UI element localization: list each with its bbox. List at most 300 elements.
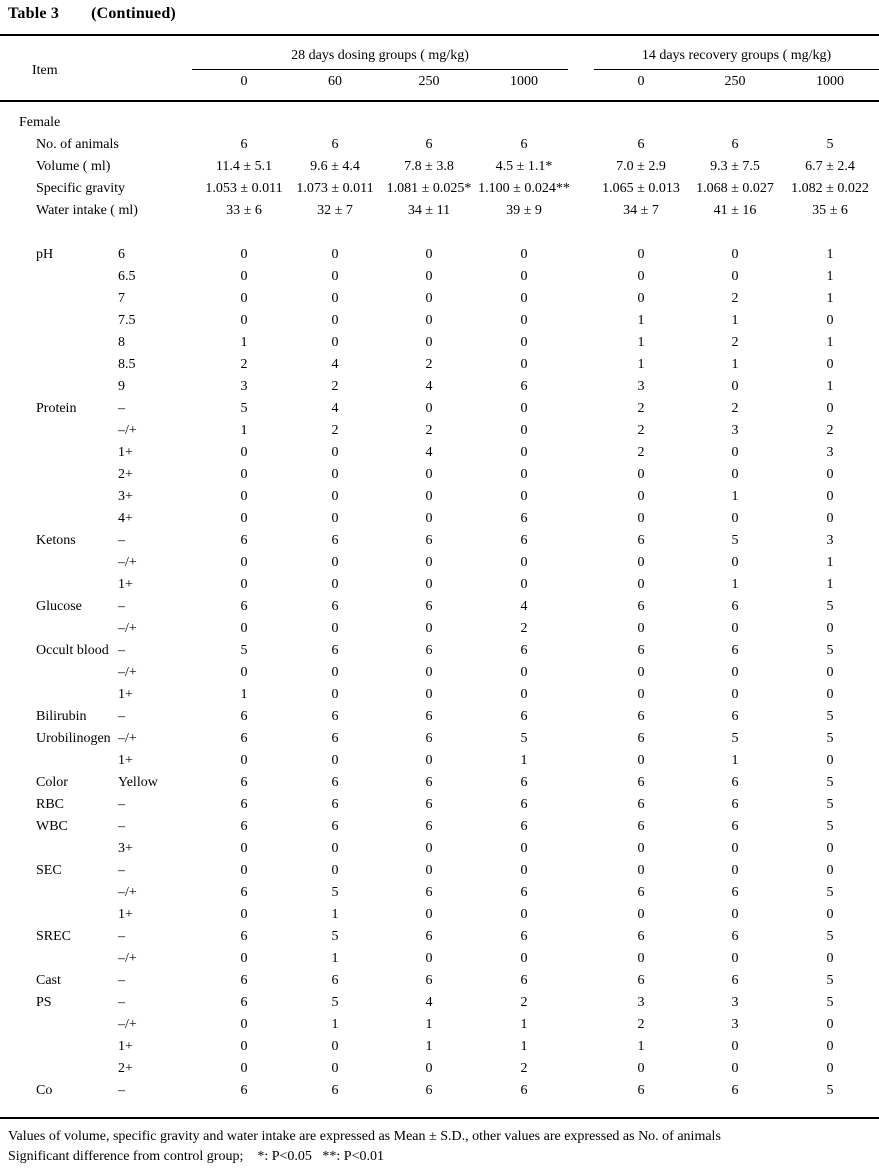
value-cell: 2 <box>637 445 645 460</box>
item-label: Color <box>36 775 68 790</box>
value-cell: 5 <box>826 599 834 614</box>
value-cell: 9.3 ± 7.5 <box>710 159 760 174</box>
table-row <box>0 662 879 684</box>
value-cell: 0 <box>826 907 834 922</box>
qualifier-label: 3+ <box>118 489 133 504</box>
value-cell: 0 <box>637 687 645 702</box>
value-cell: 6 <box>520 137 528 152</box>
value-cell: 6 <box>331 973 339 988</box>
value-cell: 1 <box>826 269 834 284</box>
value-cell: 0 <box>826 665 834 680</box>
value-cell: 0 <box>731 907 739 922</box>
value-cell: 41 ± 16 <box>713 203 757 218</box>
qualifier-label: –/+ <box>118 621 137 636</box>
qualifier-label: 9 <box>118 379 125 394</box>
value-cell: 0 <box>731 1039 739 1054</box>
value-cell: 0 <box>731 555 739 570</box>
value-cell: 0 <box>331 665 339 680</box>
value-cell: 0 <box>331 291 339 306</box>
value-cell: 0 <box>240 863 248 878</box>
value-cell: 0 <box>731 467 739 482</box>
qualifier-label: 1+ <box>118 577 133 592</box>
value-cell: 0 <box>637 291 645 306</box>
value-cell: 0 <box>826 841 834 856</box>
value-cell: 0 <box>637 269 645 284</box>
value-cell: 0 <box>826 753 834 768</box>
value-cell: 0 <box>731 511 739 526</box>
value-cell: 2 <box>425 423 433 438</box>
value-cell: 3 <box>826 533 834 548</box>
value-cell: 6 <box>731 929 739 944</box>
table-row <box>0 464 879 486</box>
value-cell: 6 <box>731 599 739 614</box>
table-row <box>0 794 879 816</box>
item-label: SEC <box>36 863 62 878</box>
value-cell: 6 <box>331 797 339 812</box>
value-cell: 2 <box>637 1017 645 1032</box>
value-cell: 6 <box>425 775 433 790</box>
value-cell: 6 <box>637 533 645 548</box>
value-cell: 6 <box>425 797 433 812</box>
value-cell: 2 <box>826 423 834 438</box>
table-row <box>0 926 879 948</box>
table-row <box>0 134 879 156</box>
item-label: RBC <box>36 797 65 812</box>
value-cell: 0 <box>240 577 248 592</box>
qualifier-label: Yellow <box>118 775 158 790</box>
value-cell: 6 <box>637 599 645 614</box>
qualifier-label: – <box>118 929 125 944</box>
table-row <box>0 640 879 662</box>
value-cell: 0 <box>240 1039 248 1054</box>
value-cell: 0 <box>731 379 739 394</box>
table-row <box>0 398 879 420</box>
value-cell: 0 <box>240 753 248 768</box>
value-cell: 6 <box>425 885 433 900</box>
value-cell: 6 <box>425 533 433 548</box>
item-label: Water intake ( ml) <box>36 203 138 218</box>
value-cell: 1 <box>826 291 834 306</box>
value-cell: 1 <box>826 577 834 592</box>
value-cell: 6 <box>425 973 433 988</box>
value-cell: 5 <box>826 775 834 790</box>
value-cell: 0 <box>520 467 528 482</box>
table-row <box>0 992 879 1014</box>
value-cell: 5 <box>826 797 834 812</box>
qualifier-label: 7.5 <box>118 313 136 328</box>
value-cell: 9.6 ± 4.4 <box>310 159 360 174</box>
value-cell: 4 <box>331 357 339 372</box>
qualifier-label: –/+ <box>118 665 137 680</box>
item-label: Glucose <box>36 599 82 614</box>
qualifier-label: – <box>118 973 125 988</box>
qualifier-label: –/+ <box>118 885 137 900</box>
value-cell: 0 <box>637 841 645 856</box>
value-cell: 1 <box>731 577 739 592</box>
value-cell: 1 <box>731 313 739 328</box>
value-cell: 1 <box>637 1039 645 1054</box>
spacer-row <box>0 222 879 244</box>
table-row <box>0 288 879 310</box>
qualifier-label: – <box>118 709 125 724</box>
value-cell: 1 <box>731 753 739 768</box>
section-row <box>0 112 879 134</box>
value-cell: 0 <box>826 687 834 702</box>
value-cell: 5 <box>826 995 834 1010</box>
table-title-label: Table 3 <box>8 5 60 22</box>
value-cell: 0 <box>425 863 433 878</box>
dose-header: 250 <box>724 74 746 89</box>
value-cell: 0 <box>826 467 834 482</box>
value-cell: 0 <box>637 1061 645 1076</box>
value-cell: 6 <box>731 643 739 658</box>
value-cell: 1 <box>240 335 248 350</box>
value-cell: 0 <box>331 841 339 856</box>
value-cell: 5 <box>331 885 339 900</box>
value-cell: 35 ± 6 <box>812 203 848 218</box>
value-cell: 2 <box>731 335 739 350</box>
value-cell: 6 <box>731 973 739 988</box>
value-cell: 34 ± 7 <box>623 203 659 218</box>
value-cell: 6 <box>731 885 739 900</box>
table-row <box>0 486 879 508</box>
value-cell: 2 <box>520 1061 528 1076</box>
value-cell: 0 <box>240 489 248 504</box>
value-cell: 0 <box>826 863 834 878</box>
value-cell: 6 <box>331 599 339 614</box>
value-cell: 0 <box>240 907 248 922</box>
value-cell: 6 <box>240 533 248 548</box>
value-cell: 0 <box>425 269 433 284</box>
qualifier-label: 4+ <box>118 511 133 526</box>
value-cell: 0 <box>240 621 248 636</box>
table-row <box>0 970 879 992</box>
value-cell: 0 <box>520 489 528 504</box>
value-cell: 5 <box>240 401 248 416</box>
qualifier-label: 2+ <box>118 467 133 482</box>
value-cell: 6 <box>520 929 528 944</box>
value-cell: 0 <box>520 841 528 856</box>
table-row <box>0 816 879 838</box>
value-cell: 0 <box>826 951 834 966</box>
value-cell: 6 <box>425 643 433 658</box>
value-cell: 1.082 ± 0.022 <box>791 181 869 196</box>
value-cell: 1 <box>240 687 248 702</box>
group-header-recovery: 14 days recovery groups ( mg/kg) <box>641 48 832 63</box>
qualifier-label: 1+ <box>118 687 133 702</box>
value-cell: 0 <box>240 511 248 526</box>
value-cell: 0 <box>826 489 834 504</box>
table-row <box>0 596 879 618</box>
value-cell: 0 <box>826 1061 834 1076</box>
value-cell: 5 <box>826 731 834 746</box>
table-row <box>0 244 879 266</box>
value-cell: 6 <box>240 995 248 1010</box>
value-cell: 5 <box>826 819 834 834</box>
value-cell: 0 <box>520 291 528 306</box>
value-cell: 2 <box>520 995 528 1010</box>
value-cell: 5 <box>731 533 739 548</box>
value-cell: 1.073 ± 0.011 <box>296 181 374 196</box>
value-cell: 1 <box>826 247 834 262</box>
value-cell: 0 <box>637 247 645 262</box>
value-cell: 7.8 ± 3.8 <box>404 159 454 174</box>
table-row <box>0 684 879 706</box>
value-cell: 4 <box>425 445 433 460</box>
value-cell: 0 <box>331 577 339 592</box>
value-cell: 0 <box>240 467 248 482</box>
item-label: Bilirubin <box>36 709 87 724</box>
value-cell: 0 <box>240 291 248 306</box>
table-row <box>0 860 879 882</box>
value-cell: 0 <box>331 621 339 636</box>
value-cell: 6 <box>520 775 528 790</box>
qualifier-label: – <box>118 863 125 878</box>
value-cell: 6 <box>520 797 528 812</box>
value-cell: 0 <box>731 269 739 284</box>
value-cell: 0 <box>731 445 739 460</box>
item-label: Co <box>36 1083 53 1098</box>
table-row <box>0 574 879 596</box>
value-cell: 0 <box>240 445 248 460</box>
qualifier-label: 2+ <box>118 1061 133 1076</box>
value-cell: 39 ± 9 <box>506 203 542 218</box>
value-cell: 1.081 ± 0.025* <box>386 181 472 196</box>
table-row <box>0 1036 879 1058</box>
value-cell: 0 <box>826 1017 834 1032</box>
value-cell: 1 <box>240 423 248 438</box>
item-label: No. of animals <box>36 137 119 152</box>
table-row <box>0 728 879 750</box>
value-cell: 2 <box>331 379 339 394</box>
value-cell: 6 <box>520 885 528 900</box>
value-cell: 0 <box>826 1039 834 1054</box>
qualifier-label: 3+ <box>118 841 133 856</box>
value-cell: 5 <box>826 137 834 152</box>
value-cell: 0 <box>520 687 528 702</box>
value-cell: 5 <box>826 709 834 724</box>
qualifier-label: –/+ <box>118 423 137 438</box>
qualifier-label: 6 <box>118 247 125 262</box>
value-cell: 6.7 ± 2.4 <box>805 159 855 174</box>
value-cell: 4 <box>331 401 339 416</box>
value-cell: 6 <box>731 819 739 834</box>
value-cell: 0 <box>425 621 433 636</box>
qualifier-label: – <box>118 797 125 812</box>
value-cell: 5 <box>826 973 834 988</box>
value-cell: 0 <box>240 951 248 966</box>
value-cell: 0 <box>240 1017 248 1032</box>
value-cell: 6 <box>425 819 433 834</box>
value-cell: 0 <box>520 951 528 966</box>
value-cell: 6 <box>637 819 645 834</box>
value-cell: 5 <box>520 731 528 746</box>
value-cell: 6 <box>331 1083 339 1098</box>
item-label: Cast <box>36 973 61 988</box>
value-cell: 0 <box>425 247 433 262</box>
table-row <box>0 266 879 288</box>
value-cell: 0 <box>331 247 339 262</box>
qualifier-label: 1+ <box>118 445 133 460</box>
value-cell: 0 <box>520 907 528 922</box>
footnote-significance: Significant difference from control group; *: P<0.05 **: P<0.01 <box>8 1149 384 1164</box>
value-cell: 0 <box>331 489 339 504</box>
item-label: Occult blood <box>36 643 109 658</box>
value-cell: 0 <box>331 335 339 350</box>
value-cell: 2 <box>425 357 433 372</box>
value-cell: 0 <box>425 401 433 416</box>
value-cell: 0 <box>240 269 248 284</box>
value-cell: 1 <box>520 1039 528 1054</box>
item-label: pH <box>36 247 54 262</box>
section-label: Female <box>19 115 61 130</box>
value-cell: 4 <box>520 599 528 614</box>
qualifier-label: –/+ <box>118 951 137 966</box>
item-label: Volume ( ml) <box>36 159 111 174</box>
value-cell: 1 <box>826 335 834 350</box>
value-cell: 0 <box>731 1061 739 1076</box>
value-cell: 6 <box>520 709 528 724</box>
value-cell: 0 <box>826 621 834 636</box>
table-row <box>0 508 879 530</box>
value-cell: 6 <box>240 819 248 834</box>
table-row <box>0 200 879 222</box>
value-cell: 0 <box>240 841 248 856</box>
value-cell: 0 <box>520 247 528 262</box>
value-cell: 0 <box>425 951 433 966</box>
value-cell: 0 <box>520 863 528 878</box>
value-cell: 5 <box>826 885 834 900</box>
value-cell: 3 <box>637 995 645 1010</box>
value-cell: 6 <box>637 929 645 944</box>
value-cell: 6 <box>731 137 739 152</box>
value-cell: 0 <box>425 313 433 328</box>
value-cell: 5 <box>826 643 834 658</box>
value-cell: 0 <box>826 511 834 526</box>
group-header-dosing: 28 days dosing groups ( mg/kg) <box>291 48 469 63</box>
table-row <box>0 420 879 442</box>
value-cell: 0 <box>520 665 528 680</box>
value-cell: 0 <box>425 335 433 350</box>
value-cell: 6 <box>240 775 248 790</box>
value-cell: 0 <box>637 555 645 570</box>
value-cell: 6 <box>425 1083 433 1098</box>
value-cell: 1 <box>520 753 528 768</box>
table-row <box>0 706 879 728</box>
value-cell: 5 <box>331 995 339 1010</box>
value-cell: 0 <box>637 489 645 504</box>
value-cell: 5 <box>826 929 834 944</box>
table-row <box>0 442 879 464</box>
value-cell: 6 <box>731 1083 739 1098</box>
value-cell: 0 <box>520 313 528 328</box>
value-cell: 6 <box>637 1083 645 1098</box>
value-cell: 1 <box>425 1039 433 1054</box>
value-cell: 0 <box>425 665 433 680</box>
value-cell: 7.0 ± 2.9 <box>616 159 666 174</box>
value-cell: 1 <box>331 907 339 922</box>
value-cell: 0 <box>637 907 645 922</box>
qualifier-label: – <box>118 599 125 614</box>
value-cell: 4 <box>425 379 433 394</box>
value-cell: 0 <box>425 841 433 856</box>
value-cell: 0 <box>826 313 834 328</box>
dose-header: 1000 <box>816 74 844 89</box>
value-cell: 6 <box>425 929 433 944</box>
value-cell: 0 <box>637 753 645 768</box>
value-cell: 6 <box>425 731 433 746</box>
value-cell: 0 <box>240 555 248 570</box>
value-cell: 6 <box>520 973 528 988</box>
value-cell: 0 <box>425 555 433 570</box>
value-cell: 1.053 ± 0.011 <box>205 181 283 196</box>
table-row <box>0 552 879 574</box>
dose-header: 250 <box>418 74 440 89</box>
value-cell: 1 <box>331 951 339 966</box>
dose-header: 0 <box>637 74 645 89</box>
table-row <box>0 1058 879 1080</box>
item-label: PS <box>36 995 52 1010</box>
dose-header: 60 <box>328 74 342 89</box>
dose-header: 1000 <box>510 74 538 89</box>
table-row <box>0 310 879 332</box>
value-cell: 0 <box>425 511 433 526</box>
value-cell: 6 <box>637 973 645 988</box>
value-cell: 6 <box>331 775 339 790</box>
qualifier-label: – <box>118 401 125 416</box>
value-cell: 0 <box>331 445 339 460</box>
table-row <box>0 376 879 398</box>
value-cell: 6 <box>731 775 739 790</box>
value-cell: 3 <box>826 445 834 460</box>
value-cell: 5 <box>731 731 739 746</box>
qualifier-label: 7 <box>118 291 125 306</box>
value-cell: 0 <box>425 291 433 306</box>
value-cell: 2 <box>240 357 248 372</box>
value-cell: 6 <box>520 511 528 526</box>
value-cell: 0 <box>331 313 339 328</box>
value-cell: 0 <box>826 401 834 416</box>
value-cell: 1 <box>826 555 834 570</box>
table-row <box>0 772 879 794</box>
value-cell: 6 <box>331 643 339 658</box>
qualifier-label: – <box>118 819 125 834</box>
value-cell: 0 <box>425 687 433 702</box>
qualifier-label: 6.5 <box>118 269 136 284</box>
value-cell: 0 <box>520 269 528 284</box>
value-cell: 1 <box>520 1017 528 1032</box>
value-cell: 6 <box>240 137 248 152</box>
value-cell: 0 <box>520 357 528 372</box>
value-cell: 0 <box>425 489 433 504</box>
value-cell: 0 <box>637 467 645 482</box>
value-cell: 1 <box>731 357 739 372</box>
qualifier-label: –/+ <box>118 731 137 746</box>
value-cell: 6 <box>637 137 645 152</box>
value-cell: 0 <box>731 665 739 680</box>
value-cell: 6 <box>520 533 528 548</box>
value-cell: 32 ± 7 <box>317 203 353 218</box>
value-cell: 6 <box>425 709 433 724</box>
table-row <box>0 156 879 178</box>
value-cell: 6 <box>731 797 739 812</box>
value-cell: 1 <box>637 313 645 328</box>
value-cell: 0 <box>520 555 528 570</box>
value-cell: 6 <box>240 797 248 812</box>
value-cell: 0 <box>731 863 739 878</box>
value-cell: 0 <box>637 665 645 680</box>
value-cell: 0 <box>520 335 528 350</box>
